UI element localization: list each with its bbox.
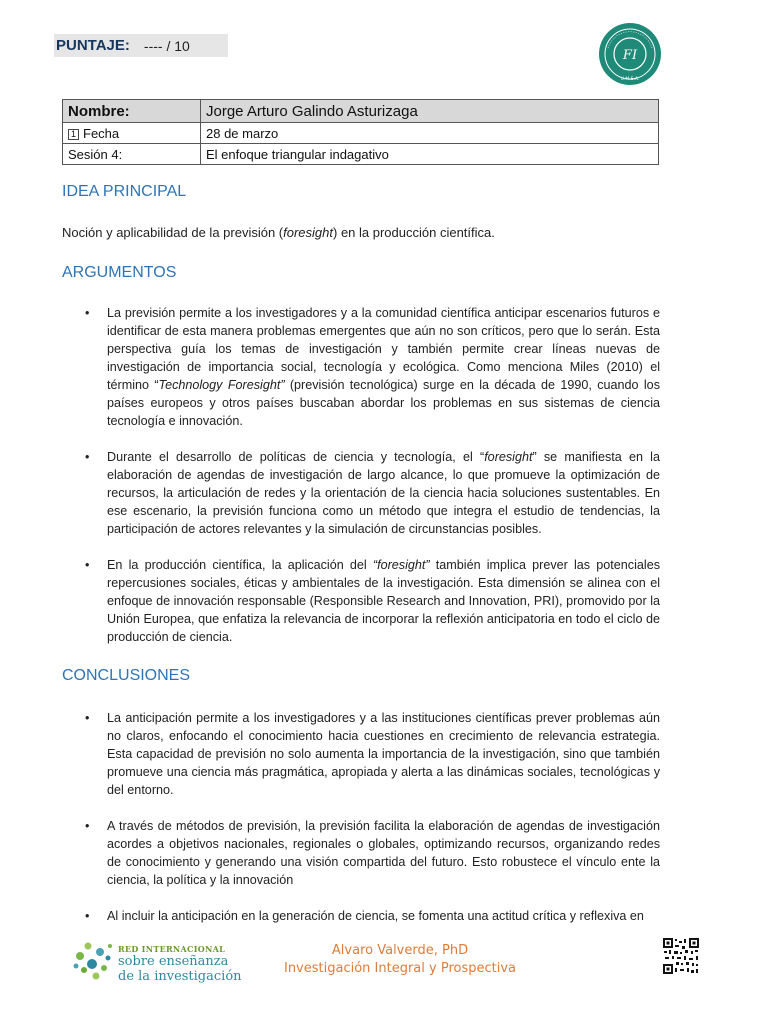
conclusions-heading: CONCLUSIONES xyxy=(62,667,191,684)
score-value: ---- / 10 xyxy=(143,37,190,54)
list-item: • A través de métodos de previsión, la previsión facilita la elaboración de agendas de investigación acordes a objetivos nacionales, regionales o globales, optimizando recursos, organizando redes de conocimiento y generando una visión compartida del futuro. Esto robustece el vínculo ente la ciencia, la política y la innovación xyxy=(80,817,660,889)
session-value: El enfoque triangular indagativo xyxy=(201,144,659,165)
calendar-icon: 1 xyxy=(68,129,79,140)
session-label: Sesión 4: xyxy=(63,144,201,165)
arguments-heading: ARGUMENTOS xyxy=(62,264,177,281)
list-item: • La anticipación permite a los investigadores y a las instituciones científicas prever problemas aún no claros, enfocando el conocimiento hacia cuestiones en crecimiento de relevancia estrategia. Esta capacidad de previsión no solo aumenta la importancia de la investigación, sino que también promueve una ciencia más pragmática, apropiada y alerta a las dinámicas sociales, tecnológicas y del entorno. xyxy=(80,709,660,799)
faculty-seal-logo xyxy=(598,22,662,86)
logo-line-1: RED INTERNACIONAL xyxy=(118,944,226,954)
network-logo-text xyxy=(118,944,242,984)
table-row-name xyxy=(63,100,659,123)
idea-heading: IDEA PRINCIPAL xyxy=(62,183,187,200)
date-label: Fecha xyxy=(83,125,120,141)
footer-signature xyxy=(250,942,550,978)
course-name: Investigación Integral y Prospectiva xyxy=(283,961,516,976)
date-cell xyxy=(63,123,201,144)
date-value: 28 de marzo xyxy=(201,123,659,144)
score-box xyxy=(54,34,228,57)
idea-text: Noción y aplicabilidad de la previsión (foresight) en la producción científica. xyxy=(62,225,495,240)
qr-code-icon xyxy=(662,937,700,975)
list-item: • En la producción científica, la aplicación del “foresight” también implica prever las potenciales repercusiones sociales, éticas y ambientales de la investigación. Esta dimensión se alinea con el enfoque de innovación responsable (Responsible Research and Innovation, PRI), promovido por la Unión Europea, que enfatiza la relevancia de incorporar la reflexión anticipatoria en todo el ciclo de producción de ciencia. xyxy=(80,556,660,646)
author-name: Alvaro Valverde, PhD xyxy=(331,943,469,958)
table-row-date xyxy=(63,123,659,144)
svg-text:FI: FI xyxy=(622,48,638,63)
conclusions-list xyxy=(80,709,660,925)
list-item: • Al incluir la anticipación en la generación de ciencia, se fomenta una actitud crítica y reflexiva en xyxy=(80,907,660,925)
table-row-session xyxy=(63,144,659,165)
svg-text:U.M.S.A.: U.M.S.A. xyxy=(620,77,640,82)
name-value: Jorge Arturo Galindo Asturizaga xyxy=(201,100,659,123)
score-label: PUNTAJE: xyxy=(56,37,130,54)
name-label: Nombre: xyxy=(63,100,201,123)
logo-line-2: sobre enseñanza xyxy=(118,954,229,969)
student-info-table xyxy=(62,99,659,165)
logo-line-3: de la investigación xyxy=(118,969,242,984)
list-item: • La previsión permite a los investigadores y a la comunidad científica anticipar escenarios futuros e identificar de esta manera problemas emergentes que aún no son críticos, pero que lo serán. Esta perspectiva guía los temas de investigación y también permite crear líneas nuevas de investigación de importancia social, tecnología y ecológica. Como menciona Miles (2010) el término “Technology Foresight” (previsión tecnológica) surge en la década de 1990, cuando los países europeos y otros países buscaban abordar los problemas en sus sistemas de ciencia tecnología e innovación. xyxy=(80,304,660,430)
arguments-list xyxy=(80,304,660,646)
list-item: • Durante el desarrollo de políticas de ciencia y tecnología, el “foresight” se manifiesta en la elaboración de agendas de investigación de largo alcance, lo que promueve la optimización de recursos, la articulación de redes y la orientación de la ciencia hacia soluciones sustentables. En ese escenario, la previsión funciona como un método que integra el estudio de tendencias, la participación de actores relevantes y la simulación de circunstancias posibles. xyxy=(80,448,660,538)
